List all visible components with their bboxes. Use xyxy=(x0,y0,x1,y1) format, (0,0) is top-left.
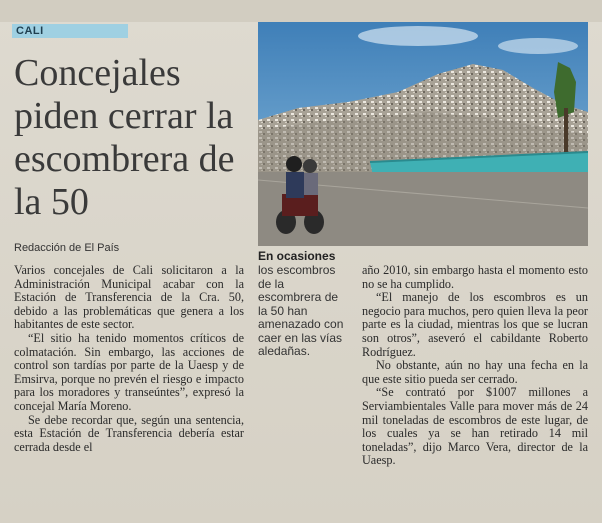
paragraph: “El manejo de los escombros es un negocio para muchos, pero quien lleva la peor parte es la ciudad, mientras los que se lucran son otros”, aseveró el cabildante Roberto Rodríguez. xyxy=(362,290,588,359)
article-photo xyxy=(258,22,588,246)
paragraph: Varios concejales de Cali solicitaron a la Administración Municipal acabar con la Estación de Transferencia de la Cra. 50, debido a las problemáticas que genera a los habitantes de este sector. xyxy=(14,263,244,332)
byline: Redacción de El País xyxy=(14,242,120,254)
paragraph: “Se contrató por $1007 millones a Serviambientales Valle para mover más de 24 mil toneladas de escombros de este lugar, de los cuales ya se han retirado 14 mil toneladas”, dijo Marco Vera, director de la Uaesp. xyxy=(362,385,588,468)
rubble-pile-photo xyxy=(258,22,588,246)
article-column-1 xyxy=(14,264,244,454)
headline: Concejales piden cerrar la escombrera de la 50 xyxy=(14,52,235,223)
article-column-2 xyxy=(362,264,588,468)
caption-text: los escombros de la escombrera de la 50 han amenazado con caer en las vías aledañas. xyxy=(258,263,344,358)
paragraph: año 2010, sin embargo hasta el momento esto no se ha cumplido. xyxy=(362,263,588,291)
paragraph: “El sitio ha tenido momentos críticos de colmatación. Sin embargo, las acciones de control son tardías por parte de la Uaesp y de Emsirva, porque no prevén el riesgo e impacto para los moradores y transeúntes”, expresó la concejal María Moreno. xyxy=(14,330,244,413)
section-tag: CALI xyxy=(12,24,128,38)
caption-title: En ocasiones xyxy=(258,249,336,263)
paragraph: No obstante, aún no hay una fecha en la que este sitio pueda ser cerrado. xyxy=(362,358,588,386)
previous-article-strip xyxy=(0,0,602,22)
paragraph: Se debe recordar que, según una sentencia, esta Estación de Transferencia debería estar cerrada desde el xyxy=(14,412,244,454)
